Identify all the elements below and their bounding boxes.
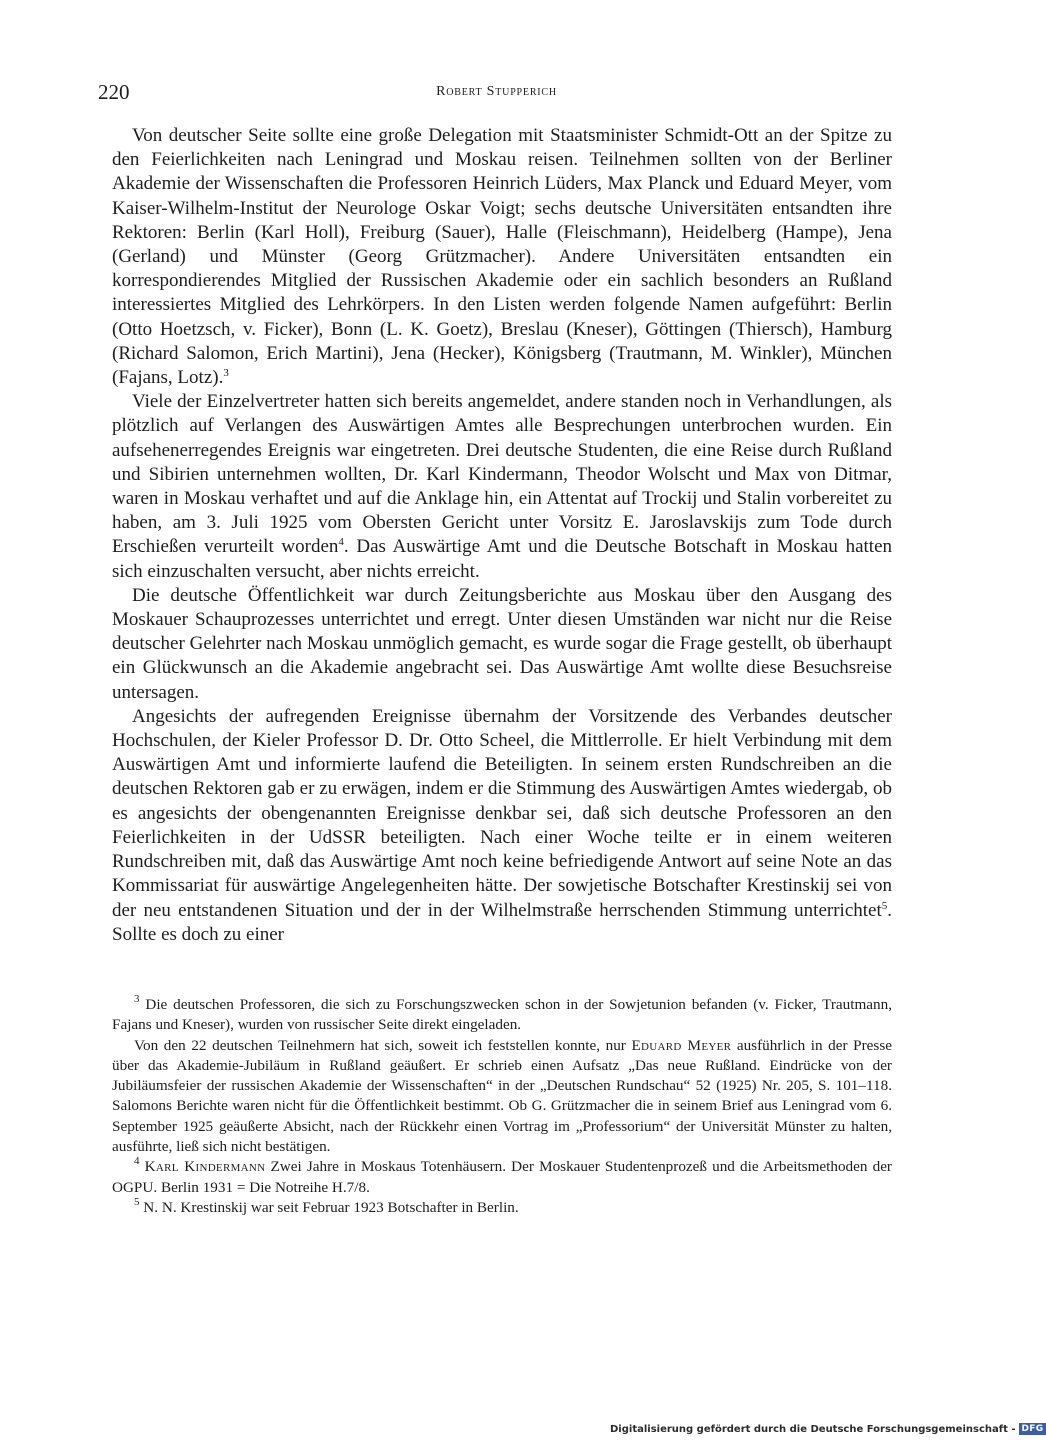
footnote-4: $^4$ Karl Kindermann Zwei Jahre in Moskaus Totenhäusern. Der Moskauer Studentenprozeß und die Arbeitsmethoden der OGPU. Berlin 1931 = Die Notreihe H.7/8. <box>112 1155 892 1196</box>
digitization-footer <box>610 1423 1046 1435</box>
main-text <box>112 124 892 947</box>
footnote-ref-3[interactable]: 3 <box>223 367 229 380</box>
footnote-ref-5[interactable]: 5 <box>881 899 888 912</box>
author-name-kindermann: Karl Kindermann <box>144 1158 266 1176</box>
footnote-3: $^3$ Die deutschen Professoren, die sich zu Forschungszwecken schon in der Sowjetunion befanden (v. Ficker, Trautmann, Fajans und Kneser), wurden von russischer Seite direkt eingeladen. <box>112 993 893 1034</box>
footnote-5: $^5$ N. N. Krestinskij war seit Februar 1923 Botschafter in Berlin. <box>134 1195 519 1216</box>
footnote-ref-4[interactable]: 4 <box>338 536 344 549</box>
paragraph-3: Die deutsche Öffentlichkeit war durch Zeitungsberichte aus Moskau über den Ausgang des Moskauer Schauprozesses unterrichtet und erregt. Unter diesen Umständen war nicht nur die Reise deutscher Gelehrter nach Moskau unmöglich gemacht, es wurde sogar die Frage gestellt, ob überhaupt ein Glückwunsch an die Akademie angebracht sei. Das Auswärtige Amt wollte diese Besuchsreise untersagen. <box>112 584 892 703</box>
page-number: 220 <box>98 80 130 104</box>
paragraph-4: Angesichts der aufregenden Ereignisse übernahm der Vorsitzende des Verbandes deutscher Hochschulen, der Kieler Professor D. Dr. Otto Scheel, die Mittlerrolle. Er hielt Verbindung mit dem Auswärtigen Amt und informierte laufend die Beteiligten. In seinem ersten Rundschreiben an die deutschen Rektoren gab er zu erwägen, indem er die Stimmung des Auswärtigen Amtes wiedergab, ob es angesichts der obengenannten Ereignisse denkbar sei, daß sich deutsche Professoren an den Feierlichkeiten in der UdSSR beteiligten. Nach einer Woche teilte er in einem weiteren Rundschreiben mit, daß das Auswärtige Amt noch keine befriedigende Antwort auf seine Note an das Kommissariat für auswärtige Angelegenheiten hätte. Der sowjetische Botschafter Krestinskij sei von der neu entstandenen Situation und der in der Wilhelmstraße herrschenden Stimmung unterrichtet$^5$. Sollte es doch zu einer <box>112 705 892 945</box>
author-name-meyer: Eduard Meyer <box>631 1036 732 1054</box>
paragraph-2: Viele der Einzelvertreter hatten sich bereits angemeldet, andere standen noch in Verhandlungen, als plötzlich auf Verlangen des Auswärtigen Amtes alle Besprechungen unterbrochen wurden. Ein aufsehenerregendes Ereignis war eingetreten. Drei deutsche Studenten, die eine Reise durch Rußland und Sibirien unternehmen wollten, Dr. Karl Kindermann, Theodor Wolscht und Max von Ditmar, waren in Moskau verhaftet und auf die Anklage hin, ein Attentat auf Trockij und Stalin vorbereitet zu haben, am 3. Juli 1925 vom Obersten Gericht unter Vorsitz E. Jaroslavskijs zum Tode durch Erschießen verurteilt worden$^4$. Das Auswärtige Amt und die Deutsche Botschaft in Moskau hatten sich einzuschalten versucht, aber nichts erreicht. <box>112 391 892 582</box>
running-head-author: Robert Stupperich <box>436 84 557 99</box>
footer-text: Digitalisierung gefördert durch die Deutsche Forschungsgemeinschaft - <box>610 1423 1016 1435</box>
dfg-logo-icon: DFG <box>1019 1423 1046 1435</box>
paragraph-1: Von deutscher Seite sollte eine große Delegation mit Staatsminister Schmidt-Ott an der Spitze zu den Feierlichkeiten nach Leningrad und Moskau reisen. Teilnehmen sollten von der Berliner Akademie der Wissenschaften die Professoren Heinrich Lüders, Max Planck und Eduard Meyer, vom Kaiser-Wilhelm-Institut der Neurologe Oskar Voigt; sechs deutsche Universitäten entsandten ihre Rektoren: Berlin (Karl Holl), Freiburg (Sauer), Halle (Fleischmann), Heidelberg (Hampe), Jena (Gerland) und Münster (Georg Grützmacher). Andere Universitäten entsandten ein korrespondierendes Mitglied der Russischen Akademie oder ein sachlich besonders an Rußland interessiertes Mitglied des Lehrkörpers. In den Listen werden folgende Namen aufgeführt: Berlin (Otto Hoetzsch, v. Ficker), Bonn (L. K. Goetz), Breslau (Kneser), Göttingen (Thiersch), Hamburg (Richard Salomon, Erich Martini), Jena (Hecker), Königsberg (Trautmann, M. Winkler), München (Fajans, Lotz).$^3$ <box>112 125 892 389</box>
footnotes <box>112 995 892 1218</box>
page-header <box>98 80 895 106</box>
footnote-3-continued: Von den 22 deutschen Teilnehmern hat sich, soweit ich feststellen konnte, nur Eduard Meyer ausführlich in der Presse über das Akademie-Jubiläum in Rußland geäußert. Er schrieb einen Aufsatz „Das neue Rußland. Eindrücke von der Jubiläumsfeier der russischen Akademie der Wissenschaften“ in der „Deutschen Rundschau“ 52 (1925) Nr. 205, S. 101–118. Salomons Berichte waren nicht für die Öffentlichkeit bestimmt. Ob G. Grützmacher die in seinem Brief aus Leningrad vom 6. September 1925 geäußerte Absicht, nach der Rückkehr einen Vortrag im „Professorium“ der Universität Münster zu halten, ausführte, ließ sich nicht bestätigen. <box>112 1036 892 1156</box>
